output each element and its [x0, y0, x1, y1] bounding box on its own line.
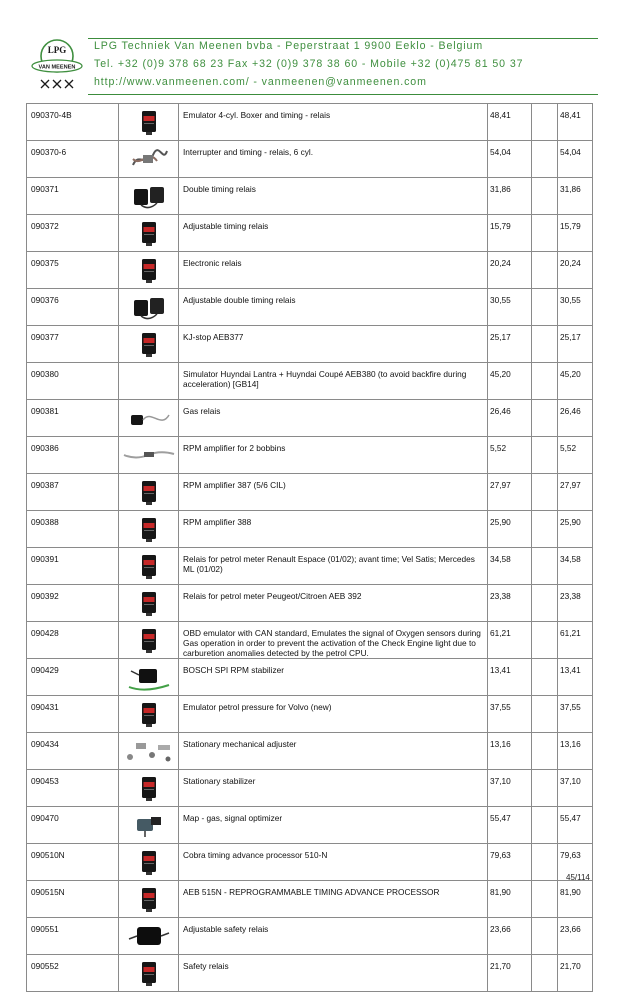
- price-excl-vat: 21,70: [488, 955, 532, 992]
- price-excl-vat: 25,17: [488, 326, 532, 363]
- relay-box-icon: [134, 329, 164, 359]
- header-rule-bottom: [88, 94, 598, 95]
- product-code: 090381: [27, 400, 119, 437]
- price-excl-vat: 48,41: [488, 104, 532, 141]
- product-description: Simulator Huyndai Lantra + Huyndai Coupé AEB380 (to avoid backfire during acceleration) [GB14]: [179, 363, 488, 400]
- product-code: 090470: [27, 807, 119, 844]
- product-code: 090370-4B: [27, 104, 119, 141]
- table-row: [27, 844, 593, 881]
- product-code: 090453: [27, 770, 119, 807]
- company-logo: [30, 36, 84, 98]
- price-final: 48,41: [558, 104, 593, 141]
- relay-box-icon: [134, 477, 164, 507]
- product-code: 090429: [27, 659, 119, 696]
- relay-box-icon: [134, 514, 164, 544]
- price-excl-vat: 79,63: [488, 844, 532, 881]
- product-description: Adjustable double timing relais: [179, 289, 488, 326]
- product-description: Relais for petrol meter Renault Espace (01/02); avant time; Vel Satis; Mercedes ML (01/02): [179, 548, 488, 585]
- price-final: 15,79: [558, 215, 593, 252]
- product-code: 090552: [27, 955, 119, 992]
- wiring-harness-icon: [129, 145, 169, 173]
- spacer-cell: [532, 215, 558, 252]
- product-code: 090370-6: [27, 141, 119, 178]
- product-description: Adjustable timing relais: [179, 215, 488, 252]
- price-excl-vat: 26,46: [488, 400, 532, 437]
- product-image: [119, 696, 179, 733]
- product-code: 090377: [27, 326, 119, 363]
- product-description: Emulator 4-cyl. Boxer and timing - relais: [179, 104, 488, 141]
- table-row: [27, 770, 593, 807]
- relay-box-icon: [134, 699, 164, 729]
- relay-box-icon: [134, 218, 164, 248]
- spacer-cell: [532, 881, 558, 918]
- company-header: [0, 0, 638, 100]
- header-address: LPG Techniek Van Meenen bvba - Peperstraat 1 9900 Eeklo - Belgium: [94, 40, 484, 52]
- product-description: Cobra timing advance processor 510-N: [179, 844, 488, 881]
- relay-box-icon: [134, 255, 164, 285]
- adjuster-parts-icon: [122, 737, 176, 765]
- table-row: [27, 659, 593, 696]
- relay-box-icon: [134, 884, 164, 914]
- price-excl-vat: 15,79: [488, 215, 532, 252]
- spacer-cell: [532, 622, 558, 659]
- product-code: 090428: [27, 622, 119, 659]
- double-relay-icon: [128, 181, 170, 211]
- logo-top-text: LPG: [47, 45, 67, 55]
- product-code: 090391: [27, 548, 119, 585]
- table-row: [27, 585, 593, 622]
- price-final: 61,21: [558, 622, 593, 659]
- table-row: [27, 141, 593, 178]
- table-row: [27, 289, 593, 326]
- product-code: 090372: [27, 215, 119, 252]
- table-row: [27, 178, 593, 215]
- spacer-cell: [532, 807, 558, 844]
- product-code: 090380: [27, 363, 119, 400]
- product-image: [119, 511, 179, 548]
- page-number: 45/114: [566, 873, 590, 882]
- relay-box-icon: [134, 551, 164, 581]
- relay-box-icon: [134, 588, 164, 618]
- relay-box-icon: [134, 625, 164, 655]
- product-description: Safety relais: [179, 955, 488, 992]
- table-row: [27, 437, 593, 474]
- product-description: OBD emulator with CAN standard, Emulates the signal of Oxygen sensors during Gas operation in order to prevent the activation of the Check Engine light due to carburetion anomalies detected by the petrol CPU.: [179, 622, 488, 659]
- product-image: [119, 770, 179, 807]
- product-image: [119, 141, 179, 178]
- price-final: 20,24: [558, 252, 593, 289]
- price-excl-vat: 37,55: [488, 696, 532, 733]
- product-image: [119, 733, 179, 770]
- price-final: 13,16: [558, 733, 593, 770]
- product-image: [119, 326, 179, 363]
- product-description: Interrupter and timing - relais, 6 cyl.: [179, 141, 488, 178]
- header-phone: Tel. +32 (0)9 378 68 23 Fax +32 (0)9 378 38 60 - Mobile +32 (0)475 81 50 37: [94, 58, 524, 70]
- product-code: 090510N: [27, 844, 119, 881]
- price-excl-vat: 61,21: [488, 622, 532, 659]
- product-description: Adjustable safety relais: [179, 918, 488, 955]
- product-description: BOSCH SPI RPM stabilizer: [179, 659, 488, 696]
- price-excl-vat: 23,38: [488, 585, 532, 622]
- spacer-cell: [532, 104, 558, 141]
- table-row: [27, 622, 593, 659]
- product-description: Gas relais: [179, 400, 488, 437]
- price-final: 26,46: [558, 400, 593, 437]
- price-excl-vat: 37,10: [488, 770, 532, 807]
- double-relay-icon: [128, 292, 170, 322]
- logo-bottom-text: VAN MEENEN: [38, 64, 76, 71]
- product-description: Stationary stabilizer: [179, 770, 488, 807]
- stabilizer-icon: [125, 663, 173, 691]
- product-image: [119, 622, 179, 659]
- product-image: [119, 881, 179, 918]
- product-image: [119, 955, 179, 992]
- table-row: [27, 474, 593, 511]
- product-description: RPM amplifier 388: [179, 511, 488, 548]
- product-code: 090375: [27, 252, 119, 289]
- relay-box-icon: [134, 847, 164, 877]
- price-excl-vat: 30,55: [488, 289, 532, 326]
- spacer-cell: [532, 770, 558, 807]
- product-code: 090434: [27, 733, 119, 770]
- relay-box-icon: [134, 958, 164, 988]
- spacer-cell: [532, 548, 558, 585]
- product-image: [119, 363, 179, 400]
- product-code: 090551: [27, 918, 119, 955]
- table-row: [27, 326, 593, 363]
- product-code: 090387: [27, 474, 119, 511]
- product-image: [119, 178, 179, 215]
- price-excl-vat: 25,90: [488, 511, 532, 548]
- product-description: Electronic relais: [179, 252, 488, 289]
- product-image: [119, 252, 179, 289]
- price-final: 37,55: [558, 696, 593, 733]
- spacer-cell: [532, 400, 558, 437]
- price-excl-vat: 13,41: [488, 659, 532, 696]
- product-image: [119, 918, 179, 955]
- product-description: Emulator petrol pressure for Volvo (new): [179, 696, 488, 733]
- optimizer-icon: [129, 811, 169, 839]
- spacer-cell: [532, 289, 558, 326]
- spacer-cell: [532, 918, 558, 955]
- price-final: 25,17: [558, 326, 593, 363]
- product-code: 090515N: [27, 881, 119, 918]
- price-excl-vat: 23,66: [488, 918, 532, 955]
- spacer-cell: [532, 178, 558, 215]
- product-description: RPM amplifier 387 (5/6 CIL): [179, 474, 488, 511]
- price-excl-vat: 13,16: [488, 733, 532, 770]
- product-image: [119, 807, 179, 844]
- table-row: [27, 548, 593, 585]
- price-final: 45,20: [558, 363, 593, 400]
- product-description: Relais for petrol meter Peugeot/Citroen AEB 392: [179, 585, 488, 622]
- price-excl-vat: 55,47: [488, 807, 532, 844]
- spacer-cell: [532, 696, 558, 733]
- table-row: [27, 807, 593, 844]
- product-code: 090431: [27, 696, 119, 733]
- spacer-cell: [532, 733, 558, 770]
- price-final: 13,41: [558, 659, 593, 696]
- cable-icon: [122, 446, 176, 464]
- spacer-cell: [532, 141, 558, 178]
- product-image: [119, 844, 179, 881]
- product-description: Map - gas, signal optimizer: [179, 807, 488, 844]
- price-final: 79,63: [558, 844, 593, 881]
- table-row: [27, 881, 593, 918]
- table-row: [27, 215, 593, 252]
- product-description: Stationary mechanical adjuster: [179, 733, 488, 770]
- price-final: 25,90: [558, 511, 593, 548]
- product-image: [119, 437, 179, 474]
- relay-box-icon: [134, 773, 164, 803]
- table-row: [27, 104, 593, 141]
- table-row: [27, 252, 593, 289]
- price-final: 5,52: [558, 437, 593, 474]
- price-final: 21,70: [558, 955, 593, 992]
- product-description: KJ-stop AEB377: [179, 326, 488, 363]
- price-final: 37,10: [558, 770, 593, 807]
- price-final: 34,58: [558, 548, 593, 585]
- header-rule-top: [88, 38, 598, 39]
- product-image: [119, 585, 179, 622]
- product-code: 090386: [27, 437, 119, 474]
- spacer-cell: [532, 363, 558, 400]
- spacer-cell: [532, 659, 558, 696]
- product-image: [119, 548, 179, 585]
- price-final: 23,38: [558, 585, 593, 622]
- gas-relay-icon: [127, 405, 171, 431]
- product-description: AEB 515N - REPROGRAMMABLE TIMING ADVANCE PROCESSOR: [179, 881, 488, 918]
- table-row: [27, 955, 593, 992]
- table-row: [27, 733, 593, 770]
- price-final: 23,66: [558, 918, 593, 955]
- price-table-body: [27, 104, 593, 992]
- table-row: [27, 696, 593, 733]
- product-image: [119, 400, 179, 437]
- spacer-cell: [532, 326, 558, 363]
- product-description: RPM amplifier for 2 bobbins: [179, 437, 488, 474]
- price-excl-vat: 20,24: [488, 252, 532, 289]
- product-code: 090392: [27, 585, 119, 622]
- product-code: 090371: [27, 178, 119, 215]
- price-excl-vat: 31,86: [488, 178, 532, 215]
- spacer-cell: [532, 955, 558, 992]
- product-description: Double timing relais: [179, 178, 488, 215]
- price-final: 81,90: [558, 881, 593, 918]
- price-final: 54,04: [558, 141, 593, 178]
- relay-box-icon: [134, 107, 164, 137]
- price-final: 55,47: [558, 807, 593, 844]
- table-row: [27, 918, 593, 955]
- price-excl-vat: 27,97: [488, 474, 532, 511]
- spacer-cell: [532, 437, 558, 474]
- product-image: [119, 659, 179, 696]
- spacer-cell: [532, 252, 558, 289]
- header-web: http://www.vanmeenen.com/ - vanmeenen@vanmeenen.com: [94, 76, 427, 88]
- price-excl-vat: 45,20: [488, 363, 532, 400]
- table-row: [27, 400, 593, 437]
- price-final: 27,97: [558, 474, 593, 511]
- price-excl-vat: 5,52: [488, 437, 532, 474]
- price-table: [26, 103, 593, 992]
- spacer-cell: [532, 844, 558, 881]
- price-final: 31,86: [558, 178, 593, 215]
- spacer-cell: [532, 585, 558, 622]
- product-image: [119, 474, 179, 511]
- safety-relay-icon: [127, 921, 171, 951]
- spacer-cell: [532, 511, 558, 548]
- product-code: 090388: [27, 511, 119, 548]
- price-excl-vat: 54,04: [488, 141, 532, 178]
- price-excl-vat: 81,90: [488, 881, 532, 918]
- table-row: [27, 363, 593, 400]
- price-excl-vat: 34,58: [488, 548, 532, 585]
- product-image: [119, 215, 179, 252]
- product-image: [119, 104, 179, 141]
- spacer-cell: [532, 474, 558, 511]
- product-code: 090376: [27, 289, 119, 326]
- product-image: [119, 289, 179, 326]
- price-final: 30,55: [558, 289, 593, 326]
- table-row: [27, 511, 593, 548]
